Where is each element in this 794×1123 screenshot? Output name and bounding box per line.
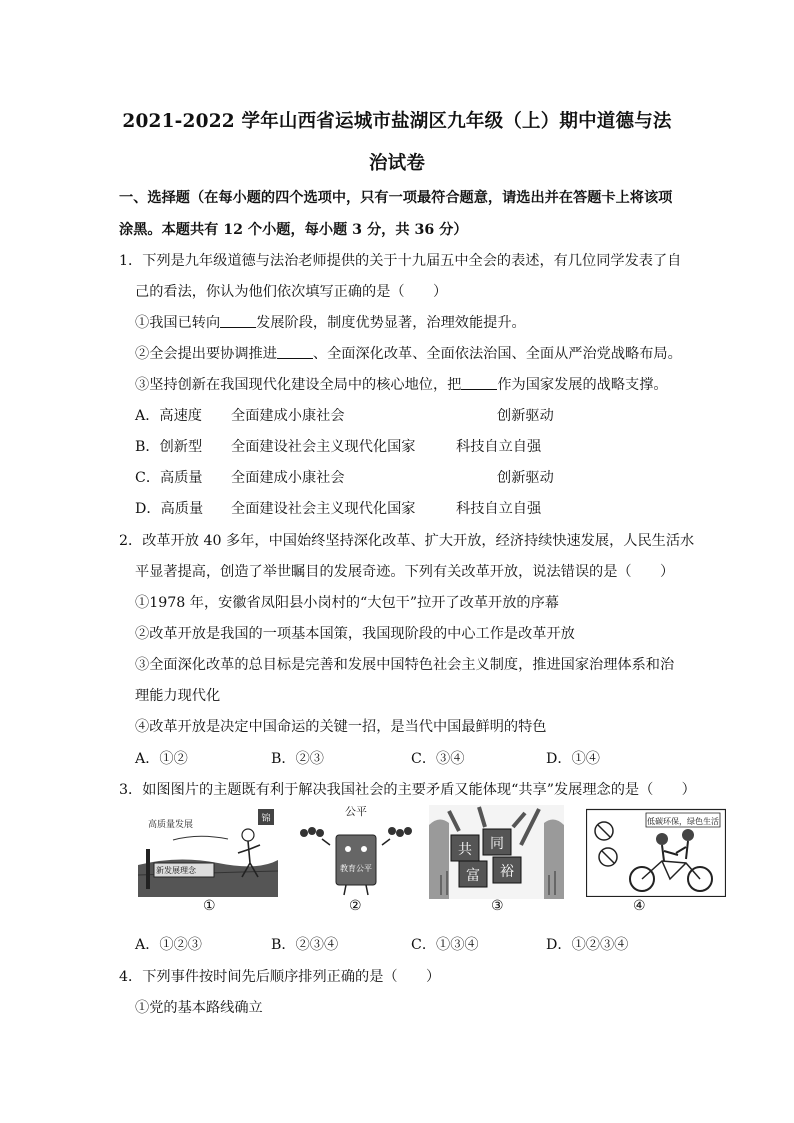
q1-option-d-c: 科技自立自强: [456, 501, 542, 517]
fill-blank: [461, 376, 497, 390]
picture-caption-3: ③: [491, 898, 504, 914]
picture-2-book-text: 教育公平: [340, 864, 372, 873]
q1-option-b-c: 科技自立自强: [456, 439, 542, 455]
q4-statement-1: ①党的基本路线确立: [135, 1000, 263, 1016]
q1-statement-1: ①我国已转向 发展阶段，制度优势显著，治理效能提升。: [135, 315, 526, 331]
q3-option-d[interactable]: D．①②③④: [546, 937, 629, 953]
q1-option-d-key[interactable]: D．高质量: [135, 501, 204, 517]
q3-option-a[interactable]: A．①②③: [135, 937, 202, 953]
picture-1-sign-text: 高质量发展: [148, 820, 194, 830]
q1-option-b-key[interactable]: B．创新型: [135, 439, 203, 455]
q2-stem-line2: 平显著提高，创造了举世瞩目的发展奇迹。下列有关改革开放，说法错误的是（ ）: [135, 564, 675, 580]
q2-statement-3-line1: ③全面深化改革的总目标是完善和发展中国特色社会主义制度，推进国家治理体系和治: [135, 657, 675, 673]
picture-3-common-prosperity: [429, 805, 564, 899]
fill-blank: [277, 345, 313, 359]
q2-statement-2: ②改革开放是我国的一项基本国策，我国现阶段的中心工作是改革开放: [135, 626, 575, 642]
q2-option-a[interactable]: A．①②: [135, 751, 188, 767]
svg-text:锦: 锦: [261, 814, 271, 824]
q2-option-b[interactable]: B．②③: [271, 751, 324, 767]
picture-caption-4: ④: [633, 898, 646, 914]
q2-statement-3-line2: 理能力现代化: [135, 688, 221, 704]
q1-option-b-b: 全面建设社会主义现代化国家: [231, 439, 416, 455]
q1-option-a-b: 全面建成小康社会: [231, 408, 345, 424]
q1-option-a-c: 创新驱动: [497, 408, 554, 424]
q1-option-c-c: 创新驱动: [497, 470, 554, 486]
q2-stem-line1: 2．改革开放 40 多年，中国始终坚持深化改革、扩大开放，经济持续快速发展，人民生活水: [119, 533, 695, 549]
exam-title-line2: 治试卷: [368, 153, 426, 174]
picture-caption-1: ①: [203, 898, 216, 914]
picture-4-banner-text: 低碳环保，绿色生活: [647, 817, 719, 826]
q1-option-d-b: 全面建设社会主义现代化国家: [231, 501, 416, 517]
picture-1-high-quality-development: [138, 805, 278, 897]
picture-3-char-2: 同: [490, 836, 504, 852]
q3-stem: 3．如图图片的主题既有利于解决我国社会的主要矛盾又能体现“共享”发展理念的是（ ）: [119, 782, 696, 798]
picture-4-low-carbon-living: [586, 805, 726, 897]
q1-stem-line1: 1．下列是九年级道德与法治老师提供的关于十九届五中全会的表述，有几位同学发表了自: [119, 253, 682, 269]
q1-option-c-b: 全面建成小康社会: [231, 470, 345, 486]
q2-option-c[interactable]: C．③④: [411, 751, 465, 767]
exam-title-line1: 2021-2022 学年山西省运城市盐湖区九年级（上）期中道德与法: [122, 111, 672, 132]
q3-option-b[interactable]: B．②③④: [271, 937, 339, 953]
q2-statement-4: ④改革开放是决定中国命运的关键一招，是当代中国最鲜明的特色: [135, 719, 547, 735]
q3-picture-row: [136, 805, 726, 920]
q1-statement-2: ②全会提出要协调推进 、全面深化改革、全面依法治国、全面从严治党战略布局。: [135, 346, 682, 362]
picture-3-char-3: 富: [466, 868, 480, 884]
section-heading-line2: 涂黑。本题共有 12 个小题，每小题 3 分，共 36 分）: [119, 222, 468, 238]
picture-caption-2: ②: [349, 898, 362, 914]
fill-blank: [220, 314, 256, 328]
q1-option-a-key[interactable]: A．高速度: [135, 408, 202, 424]
q1-statement-3: ③坚持创新在我国现代化建设全局中的核心地位，把 作为国家发展的战略支撑。: [135, 377, 668, 393]
q4-stem: 4．下列事件按时间先后顺序排列正确的是（ ）: [119, 969, 441, 985]
q3-option-c[interactable]: C．①③④: [411, 937, 479, 953]
picture-2-title: 公平: [345, 805, 367, 818]
picture-3-char-1: 共: [458, 842, 472, 858]
q2-option-d[interactable]: D．①④: [546, 751, 600, 767]
picture-3-char-4: 裕: [500, 864, 514, 880]
q1-option-c-key[interactable]: C．高质量: [135, 470, 203, 486]
picture-1-board-text: 新发展理念: [156, 866, 196, 875]
q1-stem-line2: 己的看法，你认为他们依次填写正确的是（ ）: [135, 284, 448, 300]
section-heading-line1: 一、选择题（在每小题的四个选项中，只有一项最符合题意，请选出并在答题卡上将该项: [119, 190, 673, 206]
picture-2-education-fairness: [296, 805, 416, 897]
q2-statement-1: ①1978 年，安徽省凤阳县小岗村的“大包干”拉开了改革开放的序幕: [135, 595, 559, 611]
